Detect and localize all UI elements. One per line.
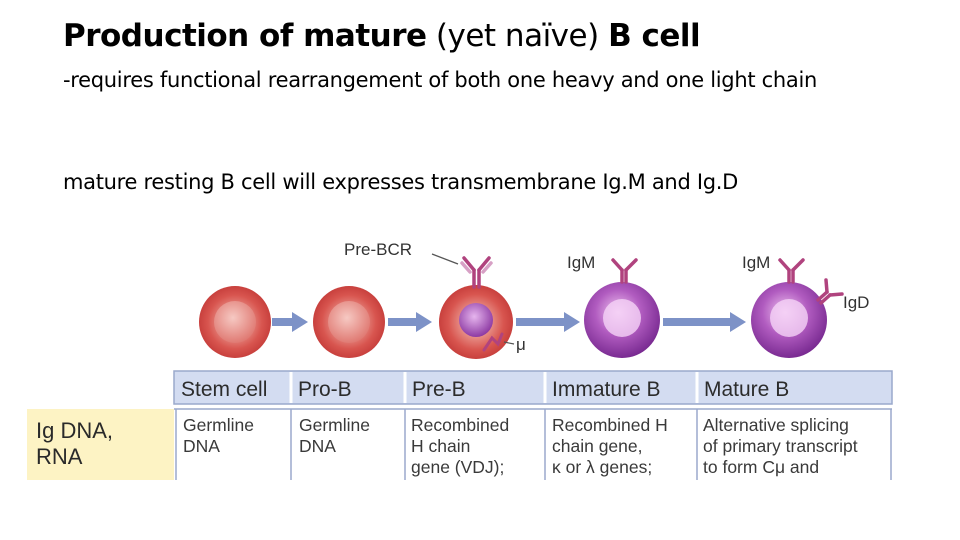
pre-b-cell-nucleus (459, 303, 493, 337)
cell-mature-3: to form Cμ and (703, 457, 820, 477)
label-mu: μ (516, 335, 526, 354)
cell-immature-1: Recombined H (552, 415, 668, 435)
label-igd: IgD (843, 293, 870, 312)
label-igm-mature: IgM (742, 253, 771, 272)
mature-b-cell-nucleus (770, 299, 808, 337)
row-label-line-1: Ig DNA, (36, 418, 114, 443)
cell-preb-3: gene (VDJ); (411, 457, 505, 477)
slide-note: mature resting B cell will expresses transmembrane Ig.M and Ig.D (63, 170, 739, 194)
pre-bcr-receptor (462, 258, 491, 287)
stem-cell-nucleus (214, 301, 256, 343)
cell-preb-1: Recombined (411, 415, 510, 435)
cell-immature-2: chain gene, (552, 436, 643, 456)
cell-stem-2: DNA (183, 436, 220, 456)
cell-preb-2: H chain (411, 436, 471, 456)
stage-header-5: Mature B (704, 378, 790, 401)
immature-b-cell-nucleus (603, 299, 641, 337)
cell-mature-2: of primary transcript (703, 436, 858, 456)
igd-receptor-mature (818, 280, 842, 303)
table-row (183, 415, 858, 477)
arrow-3 (516, 312, 580, 332)
title-bold-part-1: Production of mature (63, 18, 427, 54)
stage-header-4: Immature B (552, 378, 661, 401)
cell-immature-3: κ or λ genes; (552, 457, 653, 477)
label-igm-immature: IgM (567, 253, 596, 272)
slide-subtitle: -requires functional rearrangement of both one heavy and one light chain (63, 68, 818, 92)
arrow-4 (663, 312, 746, 332)
cell-stem-1: Germline (183, 415, 254, 435)
stage-header-1: Stem cell (181, 378, 268, 401)
cell-prob-1: Germline (299, 415, 370, 435)
stage-header-2: Pro-B (298, 378, 352, 401)
igm-receptor-immature (613, 260, 636, 282)
row-label-line-2: RNA (36, 444, 83, 469)
stage-header-3: Pre-B (412, 378, 466, 401)
arrow-2 (388, 312, 432, 332)
cell-prob-2: DNA (299, 436, 336, 456)
igm-receptor-mature (780, 260, 803, 282)
arrow-1 (272, 312, 308, 332)
cell-mature-1: Alternative splicing (703, 415, 849, 435)
pre-bcr-pointer (432, 254, 458, 264)
pro-b-cell-nucleus (328, 301, 370, 343)
title-normal-part: (yet naïve) (435, 18, 599, 54)
title-bold-part-2: B cell (608, 18, 701, 54)
label-pre-bcr: Pre-BCR (344, 240, 413, 259)
